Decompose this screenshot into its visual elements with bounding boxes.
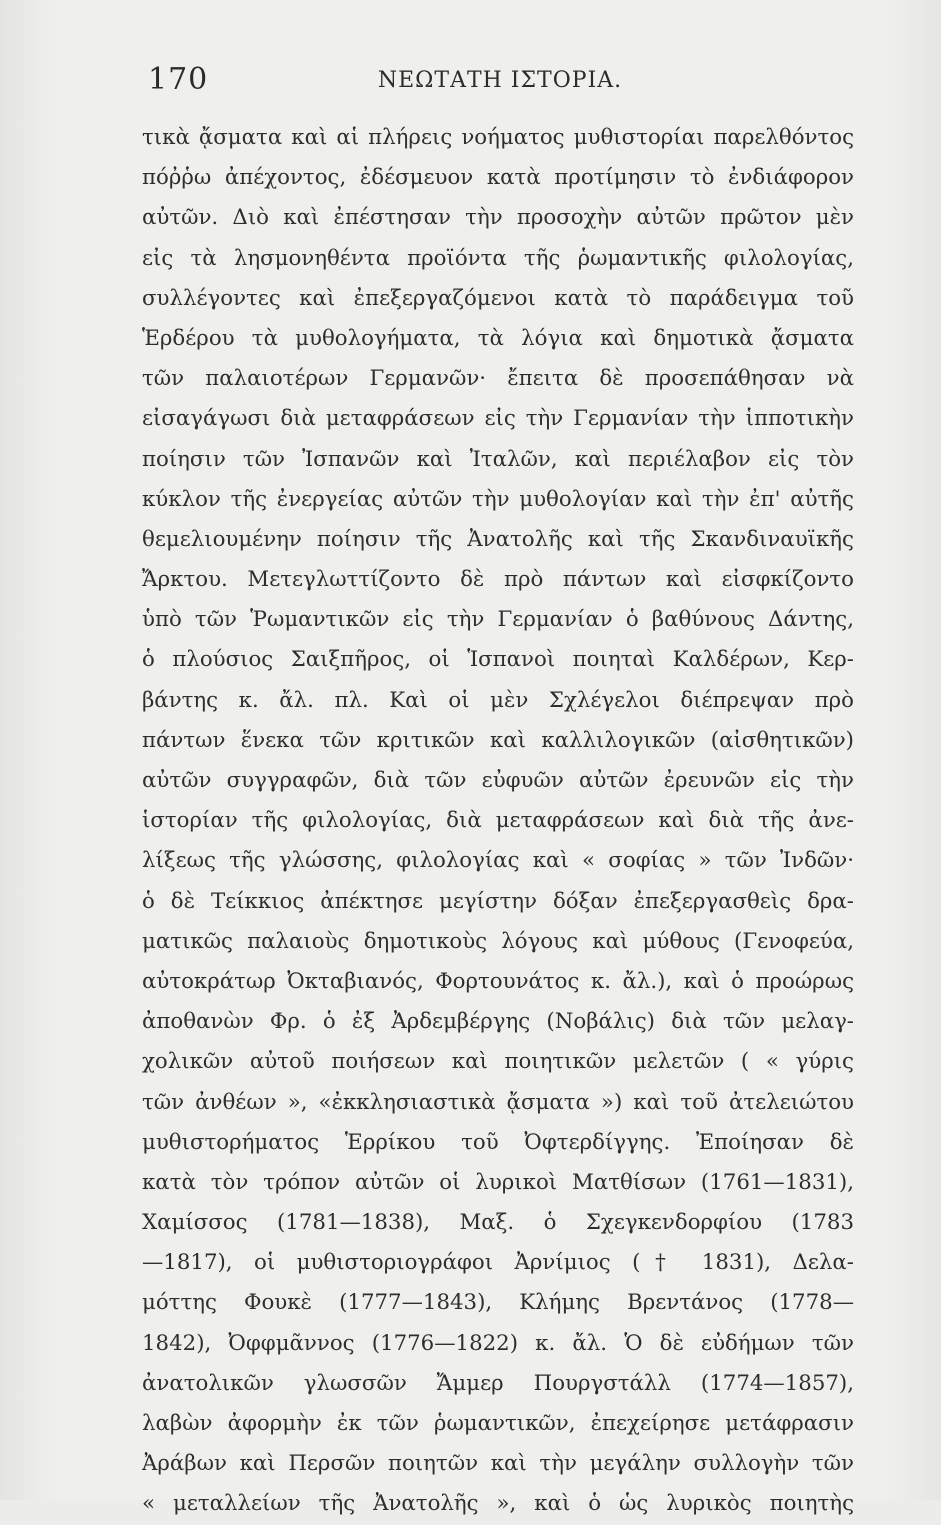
text-line: αὐτῶν. Διὸ καὶ ἐπέστησαν τὴν προσοχὴν αὐτῶν πρῶτον μὲν bbox=[142, 205, 854, 231]
text-line: —1817), οἱ μυθιστοριογράφοι Ἀρνίμιος († 1831), Δελα- bbox=[142, 1250, 854, 1276]
text-line: ἀνατολικῶν γλωσσῶν Ἄμμερ Πουργστάλλ (1774—1857), bbox=[142, 1370, 854, 1396]
text-line: εἰσαγάγωσι διὰ μεταφράσεων εἰς τὴν Γερμανίαν τὴν ἱπποτικὴν bbox=[142, 406, 854, 432]
text-line: ἱστορίαν τῆς φιλολογίας, διὰ μεταφράσεων καὶ διὰ τῆς ἀνε- bbox=[142, 808, 854, 834]
text-line: θεμελιουμένην ποίησιν τῆς Ἀνατολῆς καὶ τῆς Σκανδιναυϊκῆς bbox=[142, 526, 854, 552]
text-line: ὑπὸ τῶν Ῥωμαντικῶν εἰς τὴν Γερμανίαν ὁ βαθύνους Δάντης, bbox=[142, 607, 854, 633]
text-line: κατὰ τὸν τρόπον αὐτῶν οἱ λυρικοὶ Ματθίσων (1761—1831), bbox=[142, 1169, 854, 1195]
text-line: βάντης κ. ἄλ. πλ. Καὶ οἱ μὲν Σχλέγελοι διέπρεψαν πρὸ bbox=[142, 687, 854, 713]
text-line: τικὰ ᾄσματα καὶ αἱ πλήρεις νοήματος μυθιστορίαι παρελθόντος bbox=[142, 125, 854, 150]
text-line: χολικῶν αὐτοῦ ποιήσεων καὶ ποιητικῶν μελετῶν ( « γύρις bbox=[142, 1049, 854, 1075]
page-number: 170 bbox=[148, 62, 209, 97]
text-line: ποίησιν τῶν Ἰσπανῶν καὶ Ἰταλῶν, καὶ περιέλαβον εἰς τὸν bbox=[142, 446, 854, 472]
text-line: κύκλον τῆς ἐνεργείας αὐτῶν τὴν μυθολογίαν καὶ τὴν ἐπ' αὐτῆς bbox=[142, 486, 854, 512]
text-line: τῶν παλαιοτέρων Γερμανῶν· ἔπειτα δὲ προσεπάθησαν νὰ bbox=[142, 366, 854, 392]
running-title: ΝΕΩΤΑΤΗ ΙΣΤΟΡΙΑ. bbox=[377, 68, 623, 93]
page-header bbox=[140, 62, 850, 98]
text-line: αὐτοκράτωρ Ὀκταβιανός, Φορτουνάτος κ. ἄλ.), καὶ ὁ προώρως bbox=[142, 968, 854, 994]
text-line: μυθιστορήματος Ἑρρίκου τοῦ Ὀφτερδίγγης. Ἐποίησαν δὲ bbox=[142, 1129, 854, 1155]
text-line: « μεταλλείων τῆς Ἀνατολῆς », καὶ ὁ ὡς λυρικὸς ποιητὴς bbox=[142, 1491, 854, 1517]
text-line: Ἑρδέρου τὰ μυθολογήματα, τὰ λόγια καὶ δημοτικὰ ᾄσματα bbox=[142, 325, 854, 351]
text-line: Ἀράβων καὶ Περσῶν ποιητῶν καὶ τὴν μεγάλην συλλογὴν τῶν bbox=[142, 1451, 854, 1477]
text-line: συλλέγοντες καὶ ἐπεξεργαζόμενοι κατὰ τὸ παράδειγμα τοῦ bbox=[142, 285, 854, 311]
text-line: ὁ πλούσιος Σαιξπῆρος, οἱ Ἱσπανοὶ ποιηταὶ Καλδέρων, Κερ- bbox=[142, 647, 854, 673]
text-line: ματικῶς παλαιοὺς δημοτικοὺς λόγους καὶ μύθους (Γενοφεύα, bbox=[142, 928, 854, 954]
body-text bbox=[142, 118, 854, 1525]
text-line: ὁ δὲ Τείκκιος ἀπέκτησε μεγίστην δόξαν ἐπεξεργασθεὶς δρα- bbox=[142, 888, 854, 914]
text-line: Ἄρκτου. Μετεγλωττίζοντο δὲ πρὸ πάντων καὶ εἰσφκίζοντο bbox=[142, 567, 854, 593]
text-line: 1842), Ὀφφμᾶννος (1776—1822) κ. ἄλ. Ὁ δὲ εὐδήμων τῶν bbox=[142, 1330, 854, 1356]
text-line: Χαμίσσος (1781—1838), Μαξ. ὁ Σχεγκενδορφίου (1783 bbox=[142, 1210, 854, 1236]
text-line: ἀποθανὼν Φρ. ὁ ἐξ Ἀρδεμβέργης (Νοβάλις) διὰ τῶν μελαγ- bbox=[142, 1009, 854, 1035]
text-line: λαβὼν ἀφορμὴν ἐκ τῶν ῥωμαντικῶν, ἐπεχείρησε μετάφρασιν bbox=[142, 1411, 854, 1436]
text-line: εἰς τὰ λησμονηθέντα προϊόντα τῆς ῥωμαντικῆς φιλολογίας, bbox=[142, 245, 854, 271]
text-line: αὐτῶν συγγραφῶν, διὰ τῶν εὐφυῶν αὐτῶν ἐρευνῶν εἰς τὴν bbox=[142, 768, 854, 793]
text-line: τῶν ἀνθέων », «ἐκκλησιαστικὰ ᾄσματα ») καὶ τοῦ ἀτελειώτου bbox=[142, 1089, 854, 1115]
text-line: μόττης Φουκὲ (1777—1843), Κλήμης Βρεντάνος (1778— bbox=[142, 1290, 854, 1316]
text-line: πόῤῥω ἀπέχοντος, ἐδέσμευον κατὰ προτίμησιν τὸ ἐνδιάφορον bbox=[142, 165, 854, 191]
text-line: λίξεως τῆς γλώσσης, φιλολογίας καὶ « σοφίας » τῶν Ἰνδῶν· bbox=[142, 848, 854, 874]
text-line: πάντων ἕνεκα τῶν κριτικῶν καὶ καλλιλογικῶν (αἰσθητικῶν) bbox=[142, 727, 854, 753]
